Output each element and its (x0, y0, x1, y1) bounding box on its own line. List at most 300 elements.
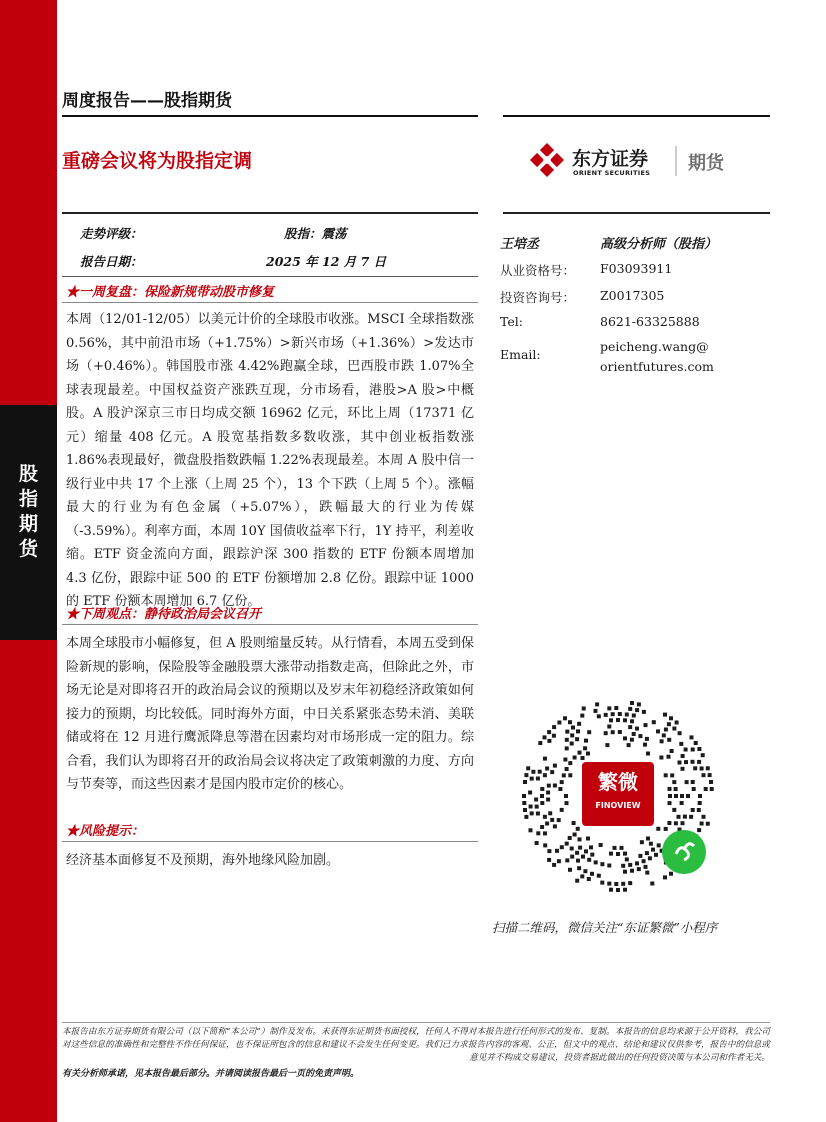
qr-dot (573, 756, 577, 760)
qr-dot (547, 784, 551, 788)
qr-dot (546, 791, 550, 795)
qr-dot (582, 707, 586, 711)
qr-dot (581, 855, 585, 859)
qr-dot (630, 701, 634, 705)
qr-dot (709, 780, 713, 784)
qr-dot (607, 725, 611, 729)
qr-dot (628, 707, 632, 711)
qr-dot (710, 787, 714, 791)
qr-dot (644, 723, 648, 727)
qr-dot (586, 752, 590, 756)
side-label-char: 期 (18, 513, 38, 535)
qr-dot (573, 833, 577, 837)
qr-dot (630, 738, 634, 742)
qr-dot (523, 780, 527, 784)
qr-dot (589, 845, 593, 849)
qr-brand-cn: 繁微 (598, 770, 638, 794)
qr-dot (654, 853, 658, 857)
analyst-email[interactable]: peicheng.wang@ orientfutures.com (600, 339, 714, 374)
qr-dot (530, 811, 534, 815)
qr-dot (668, 794, 672, 798)
qr-dot (616, 852, 620, 856)
qr-dot (607, 864, 611, 868)
qr-dot (651, 848, 655, 852)
qr-dot (587, 877, 591, 881)
side-category-label (0, 462, 57, 562)
qr-dot (623, 870, 627, 874)
qr-dot (568, 868, 572, 872)
qr-dot (628, 863, 632, 867)
qr-dot (611, 712, 615, 716)
qr-dot (698, 794, 702, 798)
qr-dot (621, 864, 625, 868)
qr-dot (667, 755, 671, 759)
qr-dot (640, 840, 644, 844)
qr-dot (667, 738, 671, 742)
qr-dot (540, 787, 544, 791)
qr-dot (670, 773, 674, 777)
analyst-promise-note: 有关分析师承诺，见本报告最后部分。并请阅读报告最后一页的免责声明。 (62, 1069, 360, 1079)
qr-dot (708, 773, 712, 777)
qr-dot (607, 706, 611, 710)
qr-dot (586, 837, 590, 841)
qr-dot (616, 718, 620, 722)
section-divider (62, 302, 478, 303)
side-label-char: 指 (18, 488, 38, 510)
side-label-char: 股 (18, 463, 38, 485)
qr-dot (534, 798, 538, 802)
qr-dot (572, 821, 576, 825)
qr-dot (599, 843, 603, 847)
qr-dot (565, 801, 569, 805)
qr-dot (618, 712, 622, 716)
qr-dot (691, 780, 695, 784)
qr-dot (667, 722, 671, 726)
qr-dot (547, 849, 551, 853)
qr-dot (650, 882, 654, 886)
section-divider (62, 841, 478, 842)
qr-dot (590, 853, 594, 857)
qr-dot (616, 888, 620, 892)
meta-rule-bottom (62, 276, 478, 277)
qr-dot (560, 780, 564, 784)
qr-dot (691, 748, 695, 752)
qr-dot (645, 851, 649, 855)
analyst-label: Tel: (500, 314, 523, 329)
rating-label: 走势评级： (80, 226, 143, 241)
qr-dot (535, 841, 539, 845)
qr-dot (540, 801, 544, 805)
report-headline: 重磅会议将为股指定调 (62, 150, 253, 172)
qr-dot (630, 869, 634, 873)
section-title-risk: ★风险提示： (66, 824, 145, 839)
qr-dot (595, 702, 599, 706)
qr-dot (550, 818, 554, 822)
qr-dot (543, 773, 547, 777)
qr-dot (584, 739, 588, 743)
section-title-weekly-review: ★一周复盘：保险新规带动股市修复 (66, 285, 275, 300)
qr-dot (642, 710, 646, 714)
qr-dot (557, 859, 561, 863)
qr-dot (575, 851, 579, 855)
qr-dot (550, 770, 554, 774)
qr-dot (577, 866, 581, 870)
section-body-outlook: 本周全球股市小幅修复，但 A 股则缩量反转。从行情看，本周五受到保险新规的影响，保险股等金融股票大涨带动指数走高，但除此之外，市场无论是对即将召开的政治局会议的预期以及岁末年初稳经济政策如何接力的预期，均比较低。同时海外方面，中日关系紧张态势未消、美联储或将在 12 月进行鹰派降息等潜在因素均对市场形成一定的阻力。综合看，我们认为即将召开的政治局会议将决定了政策刺激的力度、方向与节奏等，而这些因素才是国内股市定价的核心。 (66, 636, 474, 792)
qr-dot (597, 874, 601, 878)
analyst-rule-top (503, 212, 770, 214)
qr-dot (706, 822, 710, 826)
qr-dot (697, 760, 701, 764)
section-title-outlook: ★下周观点：静待政治局会议召开 (66, 607, 262, 622)
qr-dot (674, 787, 678, 791)
qr-dot (576, 859, 580, 863)
qr-dot (600, 862, 604, 866)
qr-dot (698, 801, 702, 805)
qr-dot (609, 888, 613, 892)
qr-dot (697, 828, 701, 832)
company-logo (530, 142, 770, 182)
qr-dot (528, 791, 532, 795)
qr-dot (570, 742, 574, 746)
qr-dot (637, 702, 641, 706)
qr-dot (557, 721, 561, 725)
qr-dot (547, 858, 551, 862)
section-body-weekly-review: 本周（12/01-12/05）以美元计价的全球股市收涨。MSCI 全球指数涨 0.56%，其中前沿市场（+1.75%）>新兴市场（+1.36%）>发达市场（+0.46%）。韩国股市涨 4.42%跑赢全球，巴西股市跌 1.07%全球表现最差。中国权益资产涨跌互现，分市场看，港股>A 股>中概股。A 股沪深京三市日均成交额 16962 亿元，环比上周（17371 亿元）缩量 408 亿元。A 股宽基指数多数收涨，其中创业板指数涨 1.86%表现最好，微盘股指数跌幅 1.22%表现最差。本周 A 股中信一级行业中共 17 个上涨（上周 25 个），13 个下跌（上周 5 个）。涨幅最大的行业为有色金属（+5.07%），跌幅最大的行业为传媒（-3.59%）。利率方面，本周 10Y 国债收益率下行，1Y 持平，利差收缩。ETF 资金流向方面，跟踪沪深 300 指数的 ETF 份额本周增加 4.3 亿份，跟踪中证 500 的 ETF 份额增加 2.8 亿份。跟踪中证 1000 的 ETF 份额本周增加 6.7 亿份。 (66, 312, 474, 609)
qr-dot (565, 842, 569, 846)
qr-dot (672, 727, 676, 731)
qr-dot (590, 872, 594, 876)
qr-dot (548, 811, 552, 815)
qr-dot (649, 842, 653, 846)
qr-dot (587, 730, 591, 734)
qr-dot (563, 716, 567, 720)
qr-brand-en: FINOVIEW (595, 801, 641, 810)
qr-dot (604, 731, 608, 735)
qr-dot (568, 761, 572, 765)
qr-dot (656, 729, 660, 733)
qr-dot (623, 852, 627, 856)
qr-dot (642, 859, 646, 863)
qr-dot (646, 837, 650, 841)
qr-dot (632, 714, 636, 718)
qr-dot (575, 737, 579, 741)
qr-dot (530, 777, 534, 781)
qr-dot (547, 739, 551, 743)
analyst-value: Z0017305 (600, 288, 665, 303)
qr-dot (594, 860, 598, 864)
qr-dot (627, 743, 631, 747)
qr-dot (660, 739, 664, 743)
qr-dot (677, 815, 681, 819)
qr-dot (678, 761, 682, 765)
rating-value: 股指：震荡 (284, 226, 347, 241)
qr-dot (637, 867, 641, 871)
qr-dot (529, 828, 533, 832)
meta-rule-top (62, 212, 478, 214)
qr-dot (543, 757, 547, 761)
qr-dot (563, 758, 567, 762)
qr-dot (681, 821, 685, 825)
qr-dot (553, 764, 557, 768)
qr-dot (646, 752, 650, 756)
qr-dot (623, 888, 627, 892)
qr-dot (564, 794, 568, 798)
qr-dot (697, 747, 701, 751)
qr-dot (681, 754, 685, 758)
qr-caption: 扫描二维码，微信关注“东证繁微”小程序 (492, 920, 718, 935)
qr-dot (628, 725, 632, 729)
qr-dot (578, 837, 582, 841)
qr-dot (614, 706, 618, 710)
qr-dot (663, 713, 667, 717)
qr-dot (680, 801, 684, 805)
qr-dot (522, 794, 526, 798)
qr-dot (581, 756, 585, 760)
qr-dot (689, 815, 693, 819)
qr-dot (623, 736, 627, 740)
qr-dot (526, 766, 530, 770)
qr-dot (645, 737, 649, 741)
qr-dot (702, 773, 706, 777)
qr-dot (604, 713, 608, 717)
qr-dot (663, 875, 667, 879)
footer-rule (62, 1022, 770, 1023)
qr-dot (690, 735, 694, 739)
qr-dot (555, 849, 559, 853)
qr-dot (674, 794, 678, 798)
qr-dot (607, 882, 611, 886)
qr-dot (701, 753, 705, 757)
qr-dot (620, 846, 624, 850)
section-body-risk: 经济基本面修复不及预期，海外地缘风险加剧。 (66, 853, 340, 868)
qr-dot (536, 812, 540, 816)
qr-dot (635, 727, 639, 731)
qr-dot (613, 846, 617, 850)
logo-text-en: ORIENT SECURITIES (573, 169, 651, 177)
date-value: 2025 年 12 月 7 日 (266, 254, 387, 269)
qr-dot (583, 746, 587, 750)
qr-dot (664, 773, 668, 777)
qr-dot (609, 852, 613, 856)
qr-dot (656, 827, 660, 831)
qr-dot (630, 719, 634, 723)
qr-dot (625, 713, 629, 717)
qr-dot (560, 808, 564, 812)
analyst-label: 投资咨询号： (500, 290, 576, 305)
qr-dot (684, 760, 688, 764)
header-rule-right (503, 115, 770, 117)
qr-dot (672, 808, 676, 812)
qr-dot (652, 720, 656, 724)
qr-dot (576, 827, 580, 831)
side-band-bottom (0, 640, 57, 1122)
qr-dot (670, 749, 674, 753)
qr-dot (523, 808, 527, 812)
qr-dot (565, 767, 569, 771)
qr-dot (580, 874, 584, 878)
qr-dot (692, 787, 696, 791)
date-label: 报告日期： (80, 254, 143, 269)
qr-dot (664, 728, 668, 732)
qr-dot (683, 815, 687, 819)
side-label-char: 货 (18, 538, 38, 560)
qr-dot (638, 854, 642, 858)
side-band-top (0, 0, 57, 405)
qr-dot (577, 722, 581, 726)
qr-dot (644, 865, 648, 869)
qr-dot (675, 721, 679, 725)
qr-dot (578, 846, 582, 850)
qr-dot (524, 815, 528, 819)
qr-dot (578, 751, 582, 755)
qr-dot (540, 825, 544, 829)
qr-dot (645, 871, 649, 875)
qr-dot (704, 787, 708, 791)
qr-dot (543, 831, 547, 835)
qr-dot (659, 756, 663, 760)
qr-dot (625, 857, 629, 861)
qr-dot (553, 784, 557, 788)
qr-dot (558, 787, 562, 791)
analyst-value: F03093911 (600, 261, 673, 276)
qr-dot (543, 843, 547, 847)
qr-dot (669, 716, 673, 720)
qr-dot (553, 824, 557, 828)
qr-dot (600, 881, 604, 885)
qr-dot (635, 708, 639, 712)
qr-dot (706, 766, 710, 770)
qr-dot (568, 773, 572, 777)
qr-dot (568, 836, 572, 840)
qr-dot (570, 847, 574, 851)
qr-dot (575, 879, 579, 883)
qr-dot (648, 856, 652, 860)
qr-dot (565, 730, 569, 734)
qr-dot (691, 808, 695, 812)
qr-dot (580, 714, 584, 718)
qr-dot (583, 869, 587, 873)
qr-dot (565, 746, 569, 750)
qr-dot (536, 831, 540, 835)
qr-dot (693, 766, 697, 770)
qr-dot (576, 729, 580, 733)
report-type: 周度报告——股指期货 (62, 91, 232, 111)
qr-dot (522, 801, 526, 805)
analyst-value: 8621-63325888 (600, 314, 700, 329)
qr-dot (669, 872, 673, 876)
qr-dot (628, 881, 632, 885)
qr-dot (700, 767, 704, 771)
qr-dot (545, 822, 549, 826)
qr-dot (557, 818, 561, 822)
qr-dot (540, 794, 544, 798)
qr-dot (543, 735, 547, 739)
qr-code-icon (520, 618, 716, 904)
qr-dot (565, 738, 569, 742)
qr-dot (638, 734, 642, 738)
qr-dot (664, 827, 668, 831)
qr-dot (535, 805, 539, 809)
analyst-title: 高级分析师（股指） (600, 237, 718, 252)
qr-dot (697, 808, 701, 812)
qr-dot (621, 882, 625, 886)
logo-suffix: 期货 (688, 153, 724, 174)
qr-dot (524, 773, 528, 777)
qr-dot (570, 855, 574, 859)
qr-dot (538, 741, 542, 745)
qr-dot (662, 733, 666, 737)
qr-dot (538, 770, 542, 774)
qr-dot (552, 725, 556, 729)
qr-dot (668, 787, 672, 791)
qr-dot (529, 805, 533, 809)
qr-dot (560, 845, 564, 849)
qr-dot (547, 730, 551, 734)
qr-dot (605, 743, 609, 747)
qr-dot (570, 733, 574, 737)
qr-dot (632, 732, 636, 736)
qr-dot (614, 882, 618, 886)
analyst-label: Email: (500, 347, 541, 362)
qr-dot (552, 863, 556, 867)
qr-dot (668, 801, 672, 805)
qr-dot (635, 861, 639, 865)
qr-dot (623, 718, 627, 722)
qr-dot (657, 843, 661, 847)
qr-dot (597, 714, 601, 718)
qr-dot (685, 780, 689, 784)
qr-dot (546, 798, 550, 802)
qr-dot (700, 822, 704, 826)
qr-dot (531, 770, 535, 774)
qr-dot (667, 821, 671, 825)
qr-dot (643, 743, 647, 747)
qr-dot (694, 741, 698, 745)
analyst-label: 从业资格号： (500, 263, 576, 278)
wechat-miniprogram-code[interactable] (520, 618, 716, 904)
qr-dot (587, 858, 591, 862)
qr-dot (672, 780, 676, 784)
qr-dot (702, 815, 706, 819)
qr-dot (568, 720, 572, 724)
qr-dot (674, 821, 678, 825)
qr-dot (536, 777, 540, 781)
section-divider (62, 624, 478, 625)
qr-dot (611, 730, 615, 734)
qr-dot (609, 718, 613, 722)
qr-dot (543, 815, 547, 819)
header-rule (62, 115, 478, 117)
qr-dot (571, 726, 575, 730)
qr-dot (680, 794, 684, 798)
logo-text-cn: 东方证券 (572, 148, 649, 170)
disclaimer: 本报告由东方证券期货有限公司（以下简称“本公司”）制作及发布。未获得东证期货书面授权，任何人不得对本报告进行任何形式的发布、复制。本报告的信息均来源于公开资料，我公司对这些信息的准确性和完整性不作任何保证，也不保证所包含的信息和建议不会发生任何变更。我们已力求报告内容的客观、公正，但文中的观点、结论和建议仅供参考，报告中的信息或意见并不构成交易建议，投资者据此做出的任何投资决策与本公司和作者无关。 (62, 1027, 770, 1063)
qr-dot (565, 858, 569, 862)
qr-dot (679, 742, 683, 746)
qr-dot (684, 748, 688, 752)
qr-dot (691, 760, 695, 764)
qr-dot (681, 767, 685, 771)
qr-dot (618, 730, 622, 734)
qr-dot (552, 734, 556, 738)
qr-dot (594, 709, 598, 713)
qr-dot (545, 767, 549, 771)
analyst-name: 王培丞 (500, 237, 540, 252)
qr-dot (686, 794, 690, 798)
qr-dot (584, 849, 588, 853)
qr-dot (562, 773, 566, 777)
qr-dot (678, 731, 682, 735)
